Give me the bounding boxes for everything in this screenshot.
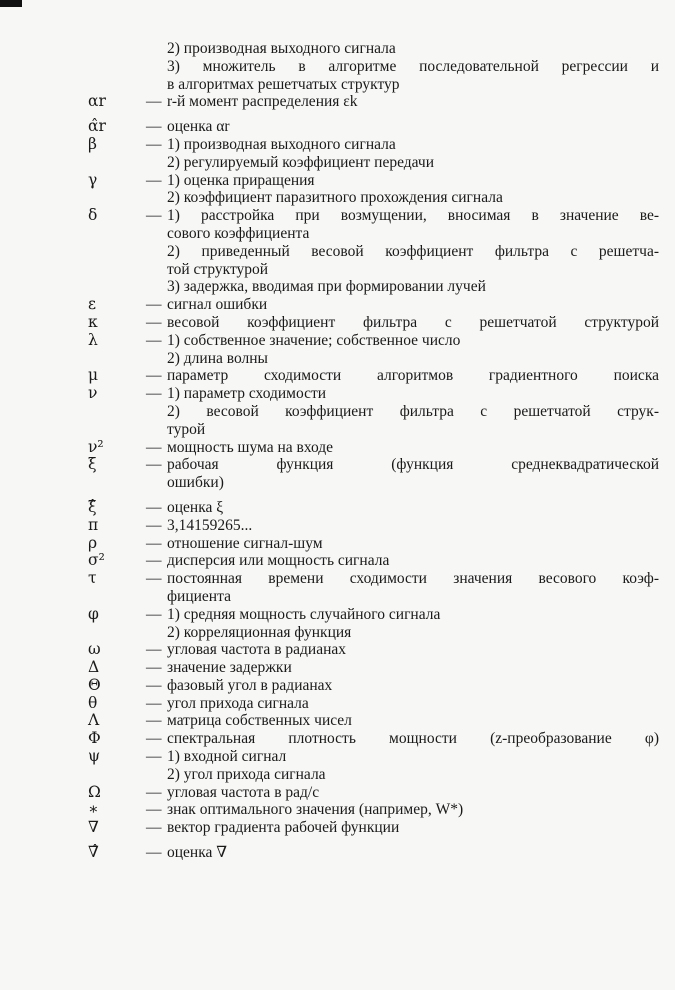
notation-entry bbox=[0, 207, 675, 296]
entry-line bbox=[0, 695, 675, 713]
entry-dash: — bbox=[146, 694, 162, 712]
notation-entry bbox=[0, 659, 675, 677]
entry-line bbox=[0, 474, 675, 492]
entry-symbol: Ω bbox=[88, 782, 101, 801]
entry-line bbox=[0, 517, 675, 535]
entry-line bbox=[0, 624, 675, 642]
entry-text: 1) собственное значение; собственное число bbox=[167, 331, 461, 349]
notation-entry bbox=[0, 367, 675, 385]
entry-dash: — bbox=[146, 367, 162, 385]
entry-symbol: ω bbox=[88, 640, 101, 659]
scan-corner-mark bbox=[0, 0, 22, 7]
entry-line bbox=[0, 189, 675, 207]
notation-entry bbox=[0, 677, 675, 695]
entry-symbol: σ² bbox=[88, 551, 105, 570]
entry-dash: — bbox=[146, 783, 162, 801]
entry-dash: — bbox=[146, 534, 162, 552]
entry-symbol: ε bbox=[88, 295, 97, 314]
notation-entry bbox=[0, 819, 675, 837]
entry-line bbox=[0, 40, 675, 58]
entry-line bbox=[0, 535, 675, 553]
notation-entry bbox=[0, 748, 675, 784]
entry-symbol: ν bbox=[88, 384, 98, 403]
entry-text: 3) множитель в алгоритме последовательной регрессии и bbox=[167, 57, 659, 75]
entry-line bbox=[0, 844, 675, 862]
entry-line bbox=[0, 730, 675, 748]
entry-line bbox=[0, 296, 675, 314]
entry-text: 1) оценка приращения bbox=[167, 171, 315, 189]
entry-dash: — bbox=[146, 748, 162, 766]
entry-text: отношение сигнал-шум bbox=[167, 534, 323, 552]
entry-dash: — bbox=[146, 605, 162, 623]
entry-line bbox=[0, 659, 675, 677]
entry-text: постоянная времени сходимости значения весового коэф- bbox=[167, 570, 659, 588]
notation-entry bbox=[0, 492, 675, 517]
entry-symbol: β bbox=[88, 134, 97, 153]
entry-symbol: αr bbox=[88, 92, 106, 111]
notation-entry bbox=[0, 456, 675, 492]
entry-dash: — bbox=[146, 659, 162, 677]
entry-dash: — bbox=[146, 118, 162, 136]
entry-line bbox=[0, 118, 675, 136]
entry-line bbox=[0, 456, 675, 474]
entry-line bbox=[0, 421, 675, 439]
entry-line bbox=[0, 172, 675, 190]
entry-line bbox=[0, 552, 675, 570]
entry-text: 2) корреляционная функция bbox=[167, 623, 352, 641]
entry-line bbox=[0, 819, 675, 837]
entry-text: той структурой bbox=[167, 260, 269, 278]
notation-entry bbox=[0, 695, 675, 713]
notation-list bbox=[0, 40, 675, 862]
entry-dash: — bbox=[146, 93, 162, 111]
entry-text: 2) весовой коэффициент фильтра с решетчатой струк- bbox=[167, 402, 659, 420]
notation-entry bbox=[0, 385, 675, 438]
entry-dash: — bbox=[146, 801, 162, 819]
notation-entry bbox=[0, 439, 675, 457]
entry-symbol: δ bbox=[88, 206, 98, 225]
entry-line bbox=[0, 784, 675, 802]
entry-line bbox=[0, 154, 675, 172]
entry-text: 2) производная выходного сигнала bbox=[167, 40, 396, 57]
entry-line bbox=[0, 499, 675, 517]
entry-line bbox=[0, 367, 675, 385]
entry-text: 1) входной сигнал bbox=[167, 748, 287, 766]
entry-dash: — bbox=[146, 552, 162, 570]
entry-text: знак оптимального значения (например, W*) bbox=[167, 801, 464, 819]
notation-entry bbox=[0, 296, 675, 314]
entry-text: спектральная плотность мощности (z-преобразование φ) bbox=[167, 730, 659, 748]
notation-entry bbox=[0, 784, 675, 802]
entry-line bbox=[0, 225, 675, 243]
entry-line bbox=[0, 243, 675, 261]
entry-line bbox=[0, 588, 675, 606]
entry-text: 2) длина волны bbox=[167, 349, 268, 367]
entry-dash: — bbox=[146, 207, 162, 225]
entry-symbol: ξ̂ bbox=[88, 497, 97, 516]
entry-text: 1) средняя мощность случайного сигнала bbox=[167, 605, 441, 623]
entry-line bbox=[0, 350, 675, 368]
entry-symbol: ∇̂ bbox=[88, 843, 99, 862]
notation-entry bbox=[0, 606, 675, 642]
entry-line bbox=[0, 766, 675, 784]
entry-dash: — bbox=[146, 135, 162, 153]
entry-symbol: μ bbox=[88, 366, 99, 385]
entry-text: угол прихода сигнала bbox=[167, 694, 309, 712]
entry-dash: — bbox=[146, 331, 162, 349]
entry-symbol: ν² bbox=[88, 437, 104, 456]
notation-entry bbox=[0, 641, 675, 659]
entry-text: 1) расстройка при возмущении, вносимая в значение ве- bbox=[167, 207, 659, 225]
notation-entry bbox=[0, 535, 675, 553]
entry-symbol: φ bbox=[88, 604, 99, 623]
entry-line bbox=[0, 261, 675, 279]
entry-dash: — bbox=[146, 712, 162, 730]
entry-symbol: ∇ bbox=[88, 818, 99, 837]
entry-text: фициента bbox=[167, 587, 231, 605]
entry-dash: — bbox=[146, 819, 162, 837]
entry-text: значение задержки bbox=[167, 659, 292, 677]
entry-line bbox=[0, 403, 675, 421]
entry-text: турой bbox=[167, 420, 206, 438]
entry-dash: — bbox=[146, 676, 162, 694]
entry-text: в алгоритмах решетчатых структур bbox=[167, 75, 400, 93]
entry-symbol: ρ bbox=[88, 533, 98, 552]
notation-entry bbox=[0, 801, 675, 819]
notation-entry bbox=[0, 172, 675, 208]
entry-line bbox=[0, 606, 675, 624]
entry-line bbox=[0, 332, 675, 350]
entry-symbol: ψ bbox=[88, 747, 101, 766]
entry-text: 1) производная выходного сигнала bbox=[167, 135, 396, 153]
notation-entry bbox=[0, 517, 675, 535]
notation-entry bbox=[0, 93, 675, 111]
entry-line bbox=[0, 76, 675, 94]
entry-text: фазовый угол в радианах bbox=[167, 676, 333, 694]
entry-text: 3) задержка, вводимая при формировании лучей bbox=[167, 278, 486, 296]
entry-dash: — bbox=[146, 844, 162, 862]
entry-text: сигнал ошибки bbox=[167, 296, 268, 314]
entry-symbol: ∗ bbox=[88, 800, 99, 819]
entry-dash: — bbox=[146, 313, 162, 331]
notation-entry bbox=[0, 332, 675, 368]
entry-text: весовой коэффициент фильтра с решетчатой структурой bbox=[167, 313, 659, 331]
entry-line bbox=[0, 385, 675, 403]
entry-text: 2) приведенный весовой коэффициент фильтра с решетча- bbox=[167, 242, 659, 260]
notation-entry bbox=[0, 837, 675, 862]
entry-line bbox=[0, 712, 675, 730]
notation-entry bbox=[0, 111, 675, 136]
entry-line bbox=[0, 58, 675, 76]
entry-line bbox=[0, 439, 675, 457]
entry-symbol: κ bbox=[88, 312, 98, 331]
notation-entry bbox=[0, 730, 675, 748]
entry-text: угловая частота в рад/с bbox=[167, 783, 320, 801]
entry-dash: — bbox=[146, 171, 162, 189]
entry-text: вектор градиента рабочей функции bbox=[167, 819, 400, 837]
entry-symbol: ξ bbox=[88, 455, 97, 474]
entry-line bbox=[0, 570, 675, 588]
entry-text: 2) угол прихода сигнала bbox=[167, 765, 326, 783]
notation-entry bbox=[0, 40, 675, 93]
entry-dash: — bbox=[146, 385, 162, 403]
entry-line bbox=[0, 641, 675, 659]
entry-text: оценка ξ bbox=[167, 498, 224, 516]
entry-symbol: Δ bbox=[88, 658, 100, 677]
notation-entry bbox=[0, 314, 675, 332]
entry-symbol: Φ bbox=[88, 729, 101, 748]
entry-text: оценка αr bbox=[167, 118, 230, 136]
entry-text: 2) регулируемый коэффициент передачи bbox=[167, 153, 435, 171]
entry-line bbox=[0, 748, 675, 766]
notation-entry bbox=[0, 712, 675, 730]
entry-dash: — bbox=[146, 498, 162, 516]
entry-text: r-й момент распределения εk bbox=[167, 93, 358, 111]
notation-entry bbox=[0, 136, 675, 172]
entry-symbol: α̂r bbox=[88, 117, 106, 136]
entry-text: дисперсия или мощность сигнала bbox=[167, 552, 390, 570]
entry-text: угловая частота в радианах bbox=[167, 641, 346, 659]
entry-text: 1) параметр сходимости bbox=[167, 385, 327, 403]
entry-dash: — bbox=[146, 516, 162, 534]
entry-line bbox=[0, 278, 675, 296]
entry-text: ошибки) bbox=[167, 474, 224, 492]
entry-dash: — bbox=[146, 730, 162, 748]
entry-line bbox=[0, 207, 675, 225]
entry-text: мощность шума на входе bbox=[167, 438, 334, 456]
entry-dash: — bbox=[146, 438, 162, 456]
notation-entry bbox=[0, 570, 675, 606]
entry-text: 2) коэффициент паразитного прохождения сигнала bbox=[167, 189, 503, 207]
entry-line bbox=[0, 136, 675, 154]
entry-symbol: Θ bbox=[88, 675, 101, 694]
entry-dash: — bbox=[146, 296, 162, 314]
entry-text: параметр сходимости алгоритмов градиентного поиска bbox=[167, 367, 659, 385]
entry-symbol: λ bbox=[88, 330, 98, 349]
entry-text: матрица собственных чисел bbox=[167, 712, 352, 730]
entry-dash: — bbox=[146, 456, 162, 474]
entry-dash: — bbox=[146, 641, 162, 659]
entry-line bbox=[0, 93, 675, 111]
entry-dash: — bbox=[146, 570, 162, 588]
entry-symbol: Λ bbox=[88, 711, 100, 730]
entry-symbol: τ bbox=[88, 569, 97, 588]
notation-entry bbox=[0, 552, 675, 570]
entry-symbol: θ bbox=[88, 693, 98, 712]
entry-line bbox=[0, 677, 675, 695]
entry-line bbox=[0, 314, 675, 332]
entry-text: рабочая функция (функция среднеквадратической bbox=[167, 456, 659, 474]
entry-symbol: γ bbox=[88, 170, 98, 189]
entry-symbol: π bbox=[88, 515, 99, 534]
entry-line bbox=[0, 801, 675, 819]
entry-text: 3,14159265... bbox=[167, 516, 253, 534]
entry-text: сового коэффициента bbox=[167, 224, 310, 242]
entry-text: оценка ∇ bbox=[167, 844, 228, 862]
